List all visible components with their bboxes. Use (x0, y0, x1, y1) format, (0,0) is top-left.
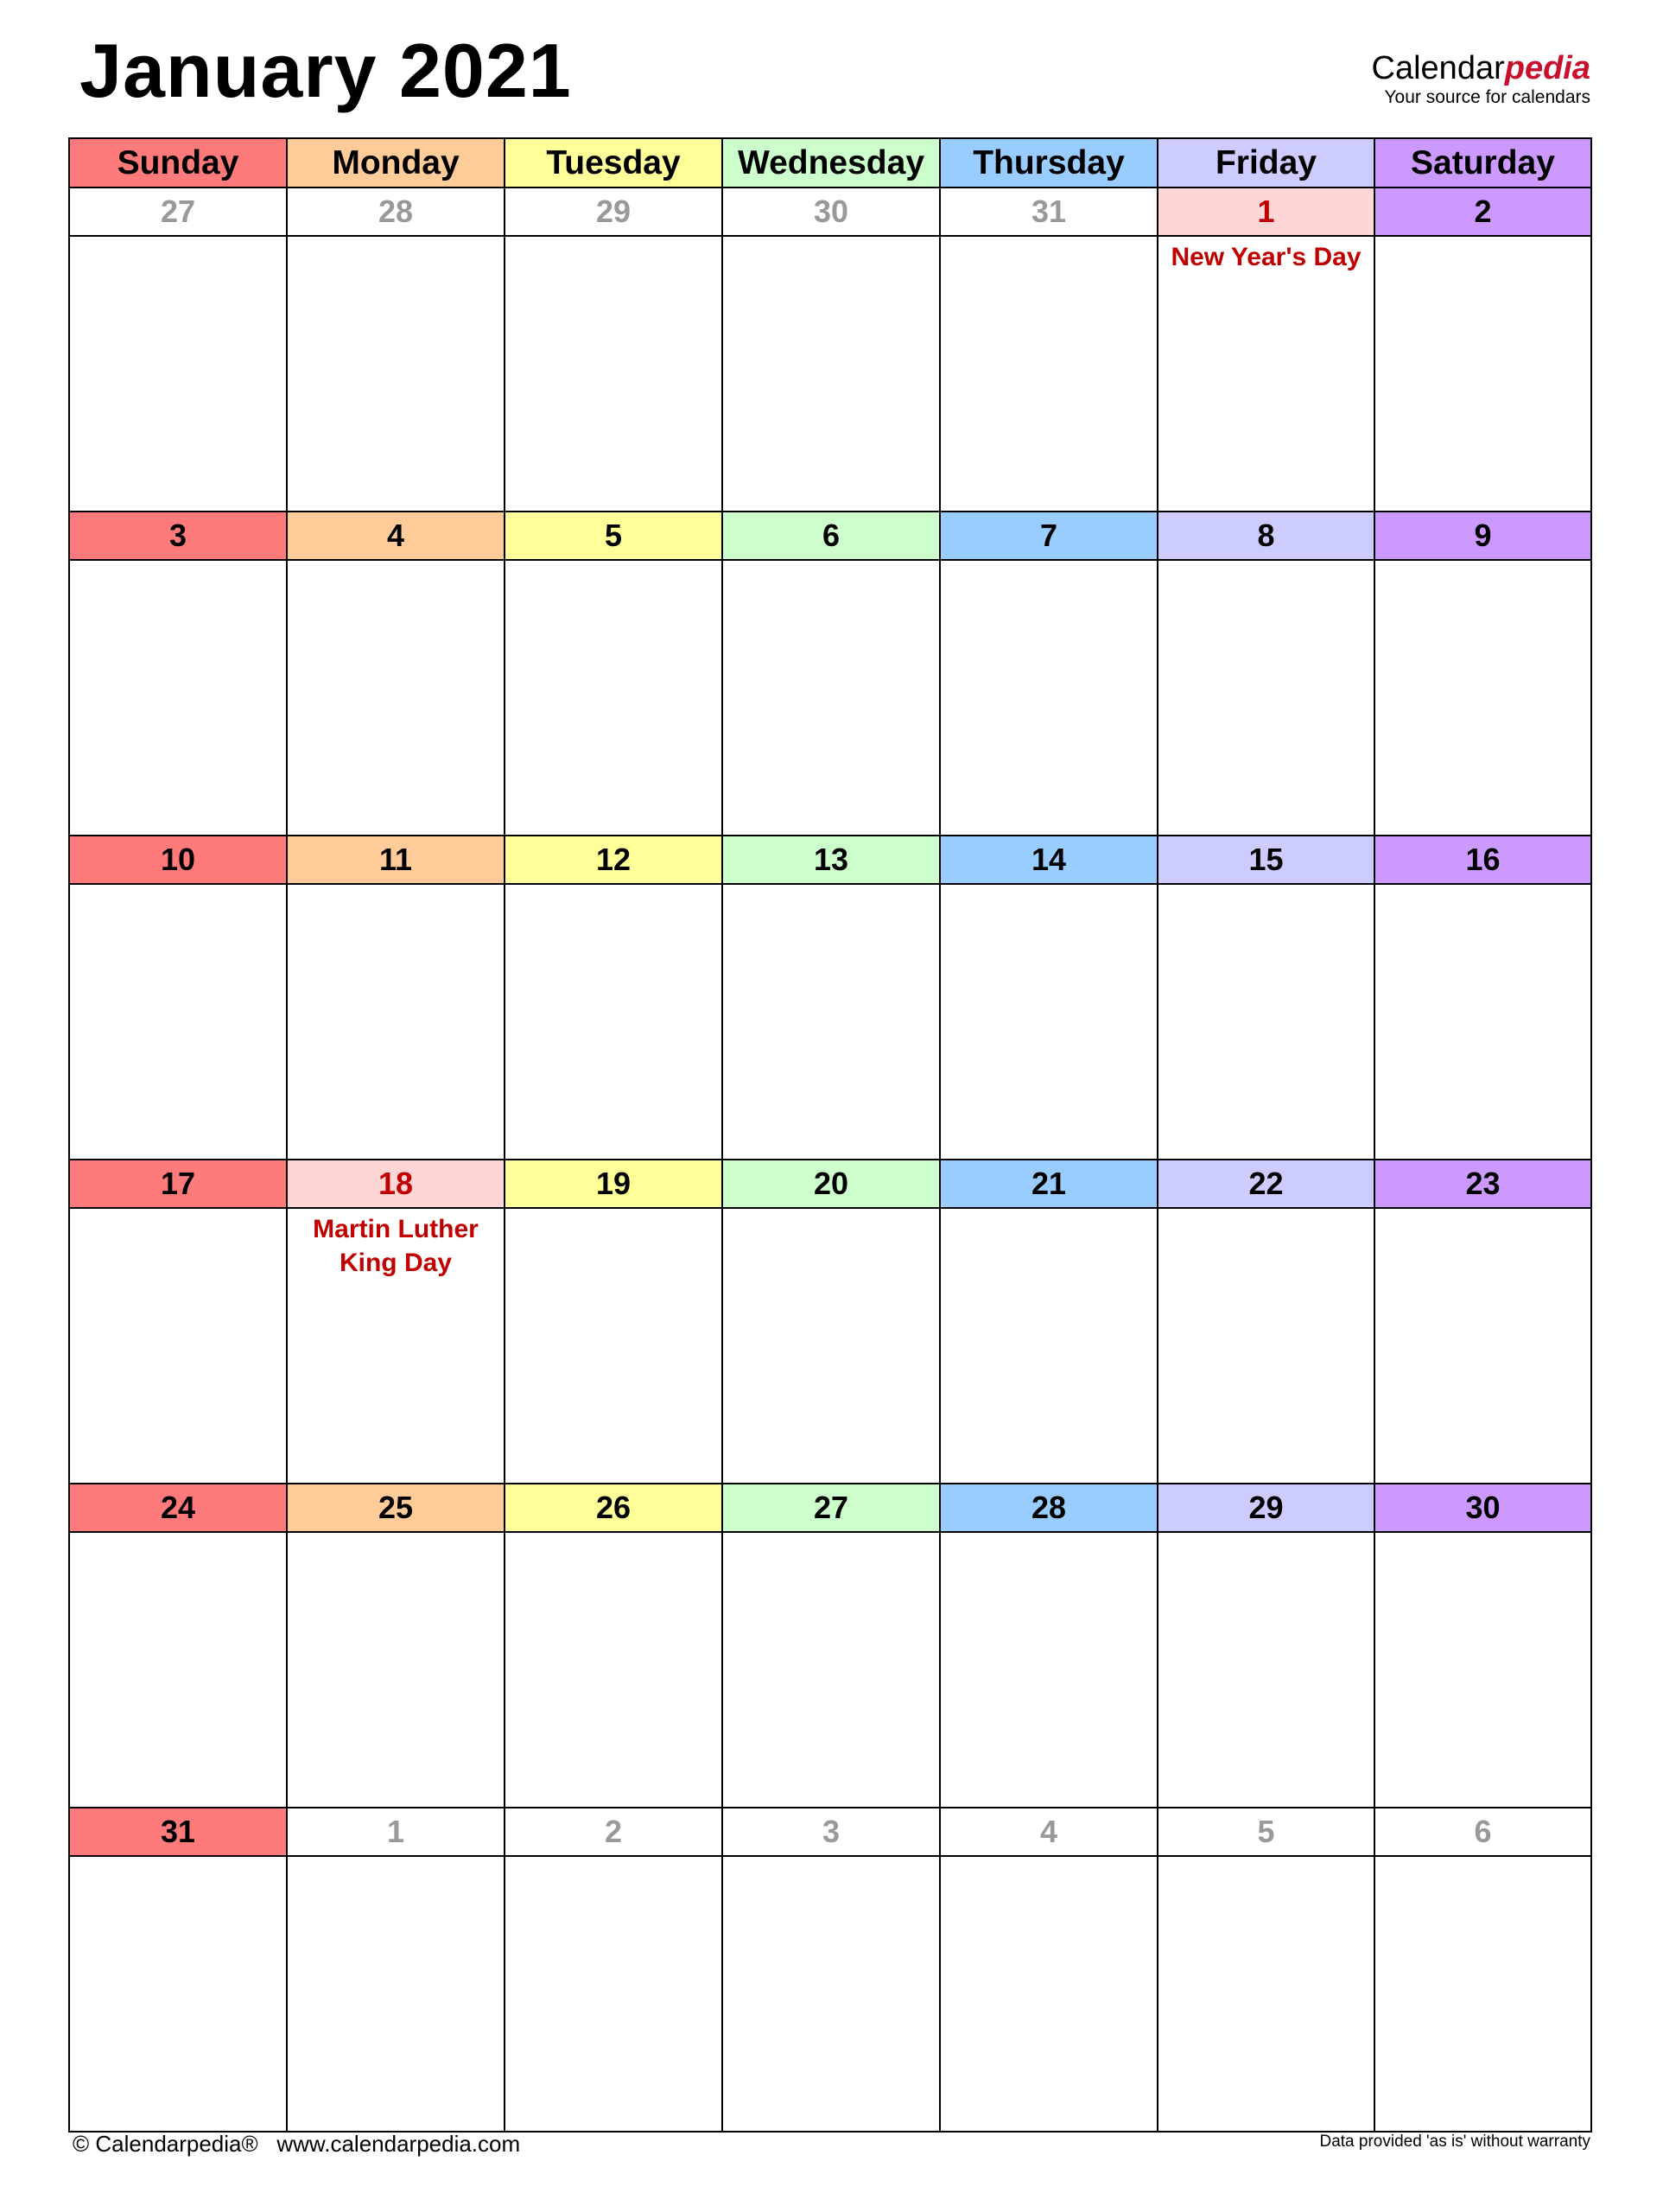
date-number[interactable]: 10 (69, 836, 287, 884)
day-cell[interactable] (1158, 884, 1374, 1160)
day-cell[interactable] (722, 236, 940, 512)
weekday-header-tuesday: Tuesday (505, 138, 722, 188)
holiday-label: New Year's Day (1171, 243, 1362, 271)
day-cell[interactable] (69, 560, 287, 836)
date-number[interactable]: 7 (940, 512, 1158, 560)
date-number[interactable]: 14 (940, 836, 1158, 884)
date-number[interactable]: 26 (505, 1484, 722, 1532)
weekday-header-row (69, 138, 1591, 188)
date-number[interactable]: 29 (1158, 1484, 1374, 1532)
date-number[interactable]: 13 (722, 836, 940, 884)
weekday-header-wednesday: Wednesday (722, 138, 940, 188)
weekday-header-thursday: Thursday (940, 138, 1158, 188)
day-cell[interactable] (287, 1208, 505, 1484)
date-number[interactable]: 17 (69, 1160, 287, 1208)
day-cell[interactable] (940, 1208, 1158, 1484)
week-date-row (69, 188, 1591, 236)
date-number[interactable]: 5 (1158, 1808, 1374, 1856)
date-number[interactable]: 22 (1158, 1160, 1374, 1208)
date-number[interactable]: 3 (69, 512, 287, 560)
holiday-label: Martin Luther King Day (313, 1215, 479, 1277)
week-notes-row (69, 1856, 1591, 2132)
date-number[interactable]: 27 (69, 188, 287, 236)
week-notes-row (69, 236, 1591, 512)
day-cell[interactable] (722, 884, 940, 1160)
date-number[interactable]: 21 (940, 1160, 1158, 1208)
date-number[interactable]: 16 (1374, 836, 1591, 884)
date-number[interactable]: 23 (1374, 1160, 1591, 1208)
day-cell[interactable] (287, 1532, 505, 1808)
day-cell[interactable] (69, 236, 287, 512)
day-cell[interactable] (722, 1532, 940, 1808)
date-number[interactable]: 11 (287, 836, 505, 884)
day-cell[interactable] (69, 1208, 287, 1484)
day-cell[interactable] (722, 1208, 940, 1484)
week-date-row (69, 1160, 1591, 1208)
day-cell[interactable] (505, 236, 722, 512)
day-cell[interactable] (69, 884, 287, 1160)
calendar-body (69, 138, 1591, 2132)
weekday-header-saturday: Saturday (1374, 138, 1591, 188)
date-number[interactable]: 24 (69, 1484, 287, 1532)
day-cell[interactable] (505, 1856, 722, 2132)
day-cell[interactable] (940, 884, 1158, 1160)
day-cell[interactable] (722, 560, 940, 836)
date-number[interactable]: 2 (505, 1808, 722, 1856)
weekday-header-monday: Monday (287, 138, 505, 188)
date-number[interactable]: 6 (722, 512, 940, 560)
day-cell[interactable] (287, 560, 505, 836)
date-number[interactable]: 19 (505, 1160, 722, 1208)
date-number[interactable]: 6 (1374, 1808, 1591, 1856)
date-number[interactable]: 1 (1158, 188, 1374, 236)
day-cell[interactable] (1374, 1208, 1591, 1484)
date-number[interactable]: 4 (287, 512, 505, 560)
date-number[interactable]: 29 (505, 188, 722, 236)
date-number[interactable]: 28 (287, 188, 505, 236)
day-cell[interactable] (1158, 1532, 1374, 1808)
date-number[interactable]: 30 (1374, 1484, 1591, 1532)
date-number[interactable]: 30 (722, 188, 940, 236)
date-number[interactable]: 15 (1158, 836, 1374, 884)
page-title: January 2021 (79, 28, 572, 113)
date-number[interactable]: 20 (722, 1160, 940, 1208)
day-cell[interactable] (1374, 236, 1591, 512)
date-number[interactable]: 4 (940, 1808, 1158, 1856)
footer-copyright: © Calendarpedia® www.calendarpedia.com (73, 2131, 521, 2157)
date-number[interactable]: 25 (287, 1484, 505, 1532)
week-notes-row (69, 884, 1591, 1160)
day-cell[interactable] (1374, 1532, 1591, 1808)
date-number[interactable]: 3 (722, 1808, 940, 1856)
day-cell[interactable] (287, 1856, 505, 2132)
weekday-header-friday: Friday (1158, 138, 1374, 188)
date-number[interactable]: 28 (940, 1484, 1158, 1532)
week-date-row (69, 1808, 1591, 1856)
day-cell[interactable] (69, 1532, 287, 1808)
week-notes-row (69, 1208, 1591, 1484)
date-number[interactable]: 8 (1158, 512, 1374, 560)
day-cell[interactable] (1158, 1208, 1374, 1484)
date-number[interactable]: 31 (69, 1808, 287, 1856)
day-cell[interactable] (940, 1856, 1158, 2132)
date-number[interactable]: 9 (1374, 512, 1591, 560)
date-number[interactable]: 12 (505, 836, 722, 884)
day-cell[interactable] (1374, 560, 1591, 836)
day-cell[interactable] (940, 236, 1158, 512)
day-cell[interactable] (1158, 560, 1374, 836)
date-number[interactable]: 27 (722, 1484, 940, 1532)
day-cell[interactable] (505, 1208, 722, 1484)
date-number[interactable]: 1 (287, 1808, 505, 1856)
date-number[interactable]: 18 (287, 1160, 505, 1208)
date-number[interactable]: 31 (940, 188, 1158, 236)
week-date-row (69, 512, 1591, 560)
day-cell[interactable] (505, 884, 722, 1160)
week-notes-row (69, 1532, 1591, 1808)
day-cell[interactable] (1158, 236, 1374, 512)
day-cell[interactable] (69, 1856, 287, 2132)
footer-disclaimer: Data provided 'as is' without warranty (1319, 2133, 1590, 2151)
day-cell[interactable] (505, 1532, 722, 1808)
brand-name-plain: Calendar (1371, 50, 1505, 86)
day-cell[interactable] (722, 1856, 940, 2132)
weekday-header-sunday: Sunday (69, 138, 287, 188)
date-number[interactable]: 5 (505, 512, 722, 560)
brand-name-accent: pedia (1504, 50, 1590, 86)
day-cell[interactable] (940, 1532, 1158, 1808)
day-cell[interactable] (505, 560, 722, 836)
month-calendar-grid (68, 137, 1592, 2133)
day-cell[interactable] (1158, 1856, 1374, 2132)
week-date-row (69, 1484, 1591, 1532)
date-number[interactable]: 2 (1374, 188, 1591, 236)
day-cell[interactable] (287, 236, 505, 512)
day-cell[interactable] (1374, 1856, 1591, 2132)
brand-tagline: Your source for calendars (1384, 87, 1590, 107)
brand-logo[interactable] (1372, 52, 1590, 106)
week-date-row (69, 836, 1591, 884)
week-notes-row (69, 560, 1591, 836)
day-cell[interactable] (1374, 884, 1591, 1160)
brand-name (1372, 52, 1590, 85)
day-cell[interactable] (940, 560, 1158, 836)
day-cell[interactable] (287, 884, 505, 1160)
